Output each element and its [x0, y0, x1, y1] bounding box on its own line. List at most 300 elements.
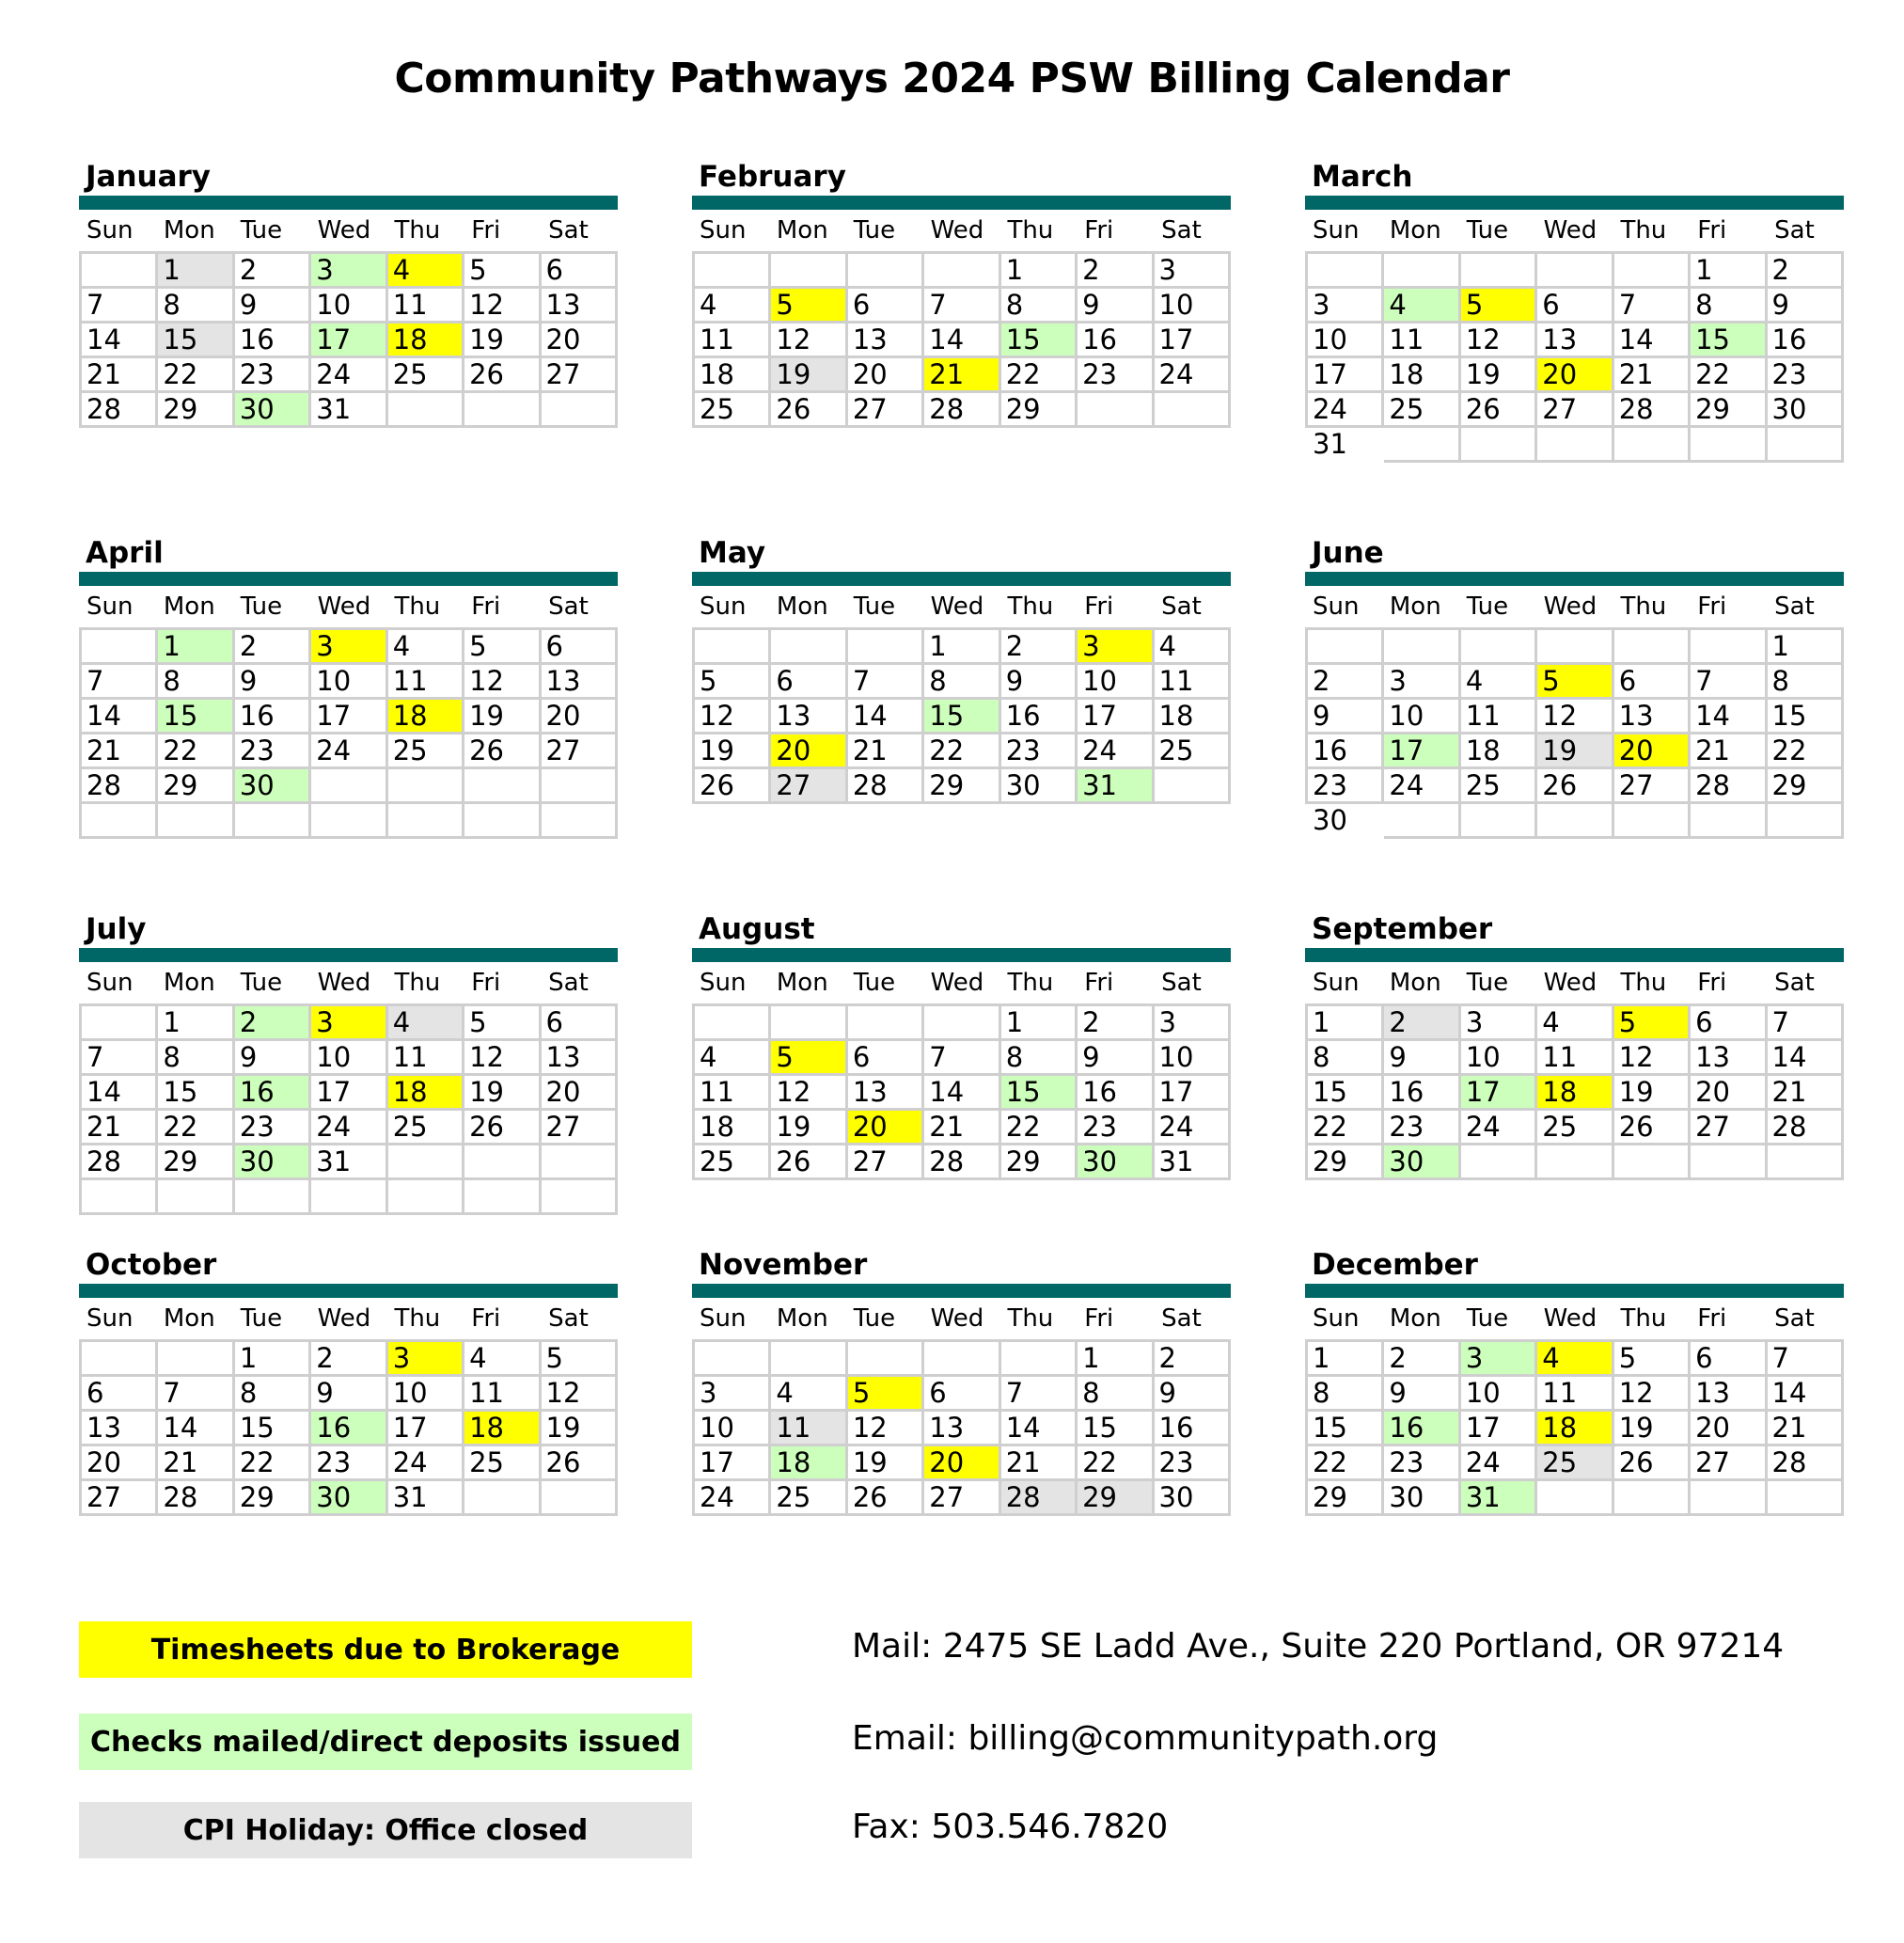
day-cell: 7 — [923, 1040, 999, 1075]
month-day-grid — [692, 1003, 1231, 1180]
day-cell: 16 — [233, 1075, 309, 1110]
day-cell: 30 — [233, 1145, 309, 1179]
day-cell: 30 — [1383, 1480, 1459, 1515]
day-cell: 18 — [386, 699, 463, 734]
weekday-label: Thu — [394, 592, 441, 621]
day-cell: 22 — [1307, 1110, 1383, 1145]
weekday-label: Fri — [1084, 216, 1114, 245]
weekday-label: Fri — [471, 1304, 501, 1333]
day-cell: 4 — [464, 1341, 540, 1376]
day-cell: 3 — [1383, 664, 1459, 699]
day-cell: 18 — [1536, 1411, 1613, 1445]
month-day-grid — [1305, 1003, 1844, 1180]
day-cell: 8 — [999, 288, 1076, 323]
empty-day-cell — [540, 1145, 616, 1179]
day-cell: 28 — [81, 768, 157, 803]
day-cell: 18 — [1153, 699, 1229, 734]
day-cell: 5 — [770, 1040, 846, 1075]
day-cell: 7 — [923, 288, 999, 323]
weekday-label: Mon — [1389, 969, 1441, 997]
empty-day-cell — [386, 1179, 463, 1214]
day-cell: 31 — [1313, 427, 1347, 460]
day-cell: 24 — [310, 1110, 386, 1145]
day-cell: 9 — [1153, 1376, 1229, 1411]
day-cell: 15 — [923, 699, 999, 734]
weekday-label: Mon — [163, 969, 215, 997]
day-cell: 13 — [923, 1411, 999, 1445]
day-cell: 7 — [81, 288, 157, 323]
day-cell: 19 — [464, 323, 540, 357]
day-cell: 3 — [1459, 1341, 1535, 1376]
empty-day-cell — [81, 253, 157, 288]
day-cell: 14 — [1690, 699, 1766, 734]
weekday-label: Sat — [1774, 216, 1815, 245]
day-cell: 17 — [1153, 1075, 1229, 1110]
weekday-label: Tue — [853, 592, 896, 621]
weekday-label: Fri — [471, 969, 501, 997]
month-name: April — [86, 536, 164, 570]
empty-day-cell — [1307, 629, 1383, 664]
day-cell: 18 — [386, 323, 463, 357]
day-cell: 1 — [1766, 629, 1842, 664]
month-august — [692, 910, 1231, 1180]
day-cell: 4 — [386, 1005, 463, 1040]
weekday-label: Thu — [394, 969, 441, 997]
weekday-label: Tue — [240, 1304, 283, 1333]
weekday-label: Mon — [776, 216, 828, 245]
day-cell: 8 — [233, 1376, 309, 1411]
day-cell: 12 — [464, 664, 540, 699]
empty-day-cell — [1153, 392, 1229, 427]
empty-day-cell — [540, 1480, 616, 1515]
empty-day-cell — [310, 1179, 386, 1214]
day-cell: 25 — [1383, 392, 1459, 427]
weekday-label: Fri — [471, 592, 501, 621]
day-cell: 27 — [846, 392, 922, 427]
day-cell: 24 — [386, 1445, 463, 1480]
day-cell: 23 — [1153, 1445, 1229, 1480]
weekday-label: Tue — [853, 1304, 896, 1333]
day-cell: 22 — [233, 1445, 309, 1480]
day-cell: 20 — [1690, 1075, 1766, 1110]
month-name: June — [1312, 536, 1384, 570]
month-day-grid — [79, 1003, 618, 1215]
day-cell: 26 — [540, 1445, 616, 1480]
empty-day-cell — [1536, 803, 1613, 838]
day-cell: 27 — [540, 734, 616, 768]
day-cell: 21 — [81, 1110, 157, 1145]
month-header-bar — [1305, 948, 1844, 962]
month-name: October — [86, 1248, 217, 1282]
empty-day-cell — [1536, 629, 1613, 664]
day-cell: 9 — [1383, 1376, 1459, 1411]
weekday-label: Sun — [87, 1304, 134, 1333]
weekday-label: Thu — [1620, 216, 1667, 245]
empty-day-cell — [1459, 803, 1535, 838]
day-cell: 20 — [540, 1075, 616, 1110]
day-cell: 12 — [694, 699, 770, 734]
weekday-label: Mon — [1389, 592, 1441, 621]
month-header-bar — [1305, 196, 1844, 210]
day-cell: 23 — [310, 1445, 386, 1480]
empty-day-cell — [1613, 629, 1689, 664]
day-cell: 30 — [310, 1480, 386, 1515]
day-cell: 23 — [233, 734, 309, 768]
day-cell: 15 — [1766, 699, 1842, 734]
month-day-grid — [79, 1339, 618, 1516]
day-cell: 20 — [846, 1110, 922, 1145]
day-cell: 16 — [1383, 1075, 1459, 1110]
day-cell: 14 — [157, 1411, 233, 1445]
day-cell: 15 — [157, 323, 233, 357]
day-cell: 5 — [464, 1005, 540, 1040]
day-cell: 26 — [1613, 1445, 1689, 1480]
day-cell: 11 — [386, 664, 463, 699]
day-cell: 31 — [386, 1480, 463, 1515]
day-cell: 21 — [81, 734, 157, 768]
empty-day-cell — [81, 803, 157, 838]
month-name: January — [86, 160, 212, 194]
day-cell: 19 — [694, 734, 770, 768]
day-cell: 5 — [1613, 1341, 1689, 1376]
empty-day-cell — [233, 803, 309, 838]
day-cell: 20 — [923, 1445, 999, 1480]
day-cell: 17 — [386, 1411, 463, 1445]
weekday-label: Sun — [87, 592, 134, 621]
day-cell: 19 — [1459, 357, 1535, 392]
day-cell: 13 — [81, 1411, 157, 1445]
day-cell: 20 — [540, 699, 616, 734]
day-cell: 28 — [1613, 392, 1689, 427]
empty-day-cell — [694, 253, 770, 288]
day-cell: 4 — [1383, 288, 1459, 323]
day-cell: 6 — [540, 253, 616, 288]
day-cell: 19 — [464, 1075, 540, 1110]
day-cell: 26 — [694, 768, 770, 803]
day-cell: 8 — [157, 664, 233, 699]
month-header-bar — [79, 196, 618, 210]
day-cell: 16 — [1077, 1075, 1153, 1110]
day-cell: 10 — [386, 1376, 463, 1411]
weekday-label: Mon — [776, 969, 828, 997]
weekday-header — [1305, 586, 1844, 627]
day-cell: 1 — [233, 1341, 309, 1376]
day-cell: 9 — [999, 664, 1076, 699]
day-cell: 24 — [1307, 392, 1383, 427]
day-cell: 10 — [310, 1040, 386, 1075]
day-cell: 1 — [157, 629, 233, 664]
day-cell: 26 — [1536, 768, 1613, 803]
day-cell: 14 — [846, 699, 922, 734]
day-cell: 23 — [1766, 357, 1842, 392]
month-july — [79, 910, 618, 1215]
weekday-header — [79, 962, 618, 1003]
day-cell: 6 — [1690, 1005, 1766, 1040]
day-cell: 27 — [540, 1110, 616, 1145]
weekday-label: Wed — [317, 1304, 371, 1333]
day-cell: 5 — [694, 664, 770, 699]
day-cell: 19 — [770, 1110, 846, 1145]
empty-day-cell — [694, 1005, 770, 1040]
day-cell: 16 — [1383, 1411, 1459, 1445]
weekday-header — [1305, 962, 1844, 1003]
day-cell: 23 — [999, 734, 1076, 768]
day-cell: 11 — [1536, 1040, 1613, 1075]
day-cell: 9 — [1307, 699, 1383, 734]
day-cell: 30 — [1313, 803, 1347, 836]
month-may — [692, 534, 1231, 804]
day-cell: 8 — [157, 1040, 233, 1075]
empty-day-cell — [1613, 1145, 1689, 1179]
empty-day-cell — [540, 392, 616, 427]
day-cell: 11 — [464, 1376, 540, 1411]
day-cell: 1 — [157, 253, 233, 288]
day-cell: 17 — [1307, 357, 1383, 392]
day-cell: 8 — [923, 664, 999, 699]
weekday-label: Thu — [1007, 969, 1054, 997]
empty-day-cell — [1690, 803, 1766, 838]
empty-day-cell — [923, 1341, 999, 1376]
empty-day-cell — [1536, 1480, 1613, 1515]
day-cell: 14 — [81, 1075, 157, 1110]
month-header-bar — [1305, 572, 1844, 586]
day-cell: 21 — [1690, 734, 1766, 768]
weekday-header — [692, 210, 1231, 251]
day-cell: 7 — [81, 1040, 157, 1075]
day-cell: 24 — [1077, 734, 1153, 768]
day-cell: 17 — [694, 1445, 770, 1480]
empty-day-cell — [464, 768, 540, 803]
empty-day-cell — [770, 629, 846, 664]
day-cell: 7 — [1690, 664, 1766, 699]
day-cell: 3 — [1153, 1005, 1229, 1040]
day-cell: 11 — [386, 288, 463, 323]
day-cell: 19 — [1536, 734, 1613, 768]
day-cell: 29 — [923, 768, 999, 803]
day-cell: 20 — [540, 323, 616, 357]
day-cell: 16 — [1153, 1411, 1229, 1445]
day-cell: 29 — [233, 1480, 309, 1515]
day-cell: 14 — [1766, 1040, 1842, 1075]
day-cell: 15 — [233, 1411, 309, 1445]
day-cell: 30 — [1766, 392, 1842, 427]
empty-day-cell — [157, 1341, 233, 1376]
weekday-label: Sat — [548, 1304, 589, 1333]
day-cell: 9 — [1383, 1040, 1459, 1075]
day-cell: 31 — [1077, 768, 1153, 803]
day-cell: 16 — [1766, 323, 1842, 357]
empty-day-cell — [770, 253, 846, 288]
day-cell: 25 — [386, 1110, 463, 1145]
weekday-label: Fri — [1084, 1304, 1114, 1333]
day-cell: 8 — [999, 1040, 1076, 1075]
day-cell: 24 — [310, 734, 386, 768]
month-day-grid — [79, 627, 618, 839]
empty-day-cell — [1459, 253, 1535, 288]
day-cell: 17 — [310, 323, 386, 357]
day-cell: 1 — [157, 1005, 233, 1040]
day-cell: 2 — [1766, 253, 1842, 288]
day-cell: 25 — [464, 1445, 540, 1480]
day-cell: 31 — [310, 1145, 386, 1179]
empty-day-cell — [1613, 803, 1689, 838]
day-cell: 14 — [923, 1075, 999, 1110]
day-cell: 12 — [846, 1411, 922, 1445]
weekday-label: Fri — [1084, 969, 1114, 997]
day-cell: 3 — [1077, 629, 1153, 664]
day-cell: 28 — [923, 392, 999, 427]
day-cell: 20 — [1690, 1411, 1766, 1445]
legend-paid-label: Checks mailed/direct deposits issued — [90, 1725, 681, 1759]
day-cell: 7 — [846, 664, 922, 699]
day-cell: 22 — [999, 357, 1076, 392]
day-cell: 23 — [1383, 1445, 1459, 1480]
day-cell: 13 — [1690, 1040, 1766, 1075]
weekday-label: Sat — [1161, 216, 1202, 245]
day-cell: 19 — [770, 357, 846, 392]
day-cell: 25 — [386, 357, 463, 392]
day-cell: 19 — [846, 1445, 922, 1480]
day-cell: 25 — [694, 1145, 770, 1179]
weekday-label: Sun — [700, 592, 747, 621]
month-october — [79, 1246, 618, 1516]
month-header-bar — [692, 572, 1231, 586]
month-name: February — [699, 160, 846, 194]
weekday-label: Tue — [240, 592, 283, 621]
day-cell: 22 — [1307, 1445, 1383, 1480]
month-april — [79, 534, 618, 839]
day-cell: 29 — [157, 768, 233, 803]
weekday-label: Mon — [163, 216, 215, 245]
weekday-header — [79, 1298, 618, 1339]
day-cell: 24 — [694, 1480, 770, 1515]
month-june — [1305, 534, 1844, 839]
day-cell: 12 — [1459, 323, 1535, 357]
day-cell: 14 — [81, 699, 157, 734]
month-day-grid — [1305, 1339, 1844, 1516]
day-cell: 5 — [540, 1341, 616, 1376]
month-name: July — [86, 912, 147, 946]
contact-fax: Fax: 503.546.7820 — [852, 1808, 1169, 1846]
day-cell: 2 — [310, 1341, 386, 1376]
month-day-grid — [1305, 251, 1844, 463]
empty-day-cell — [1459, 629, 1535, 664]
day-cell: 29 — [1766, 768, 1842, 803]
day-cell: 30 — [233, 392, 309, 427]
day-cell: 12 — [464, 288, 540, 323]
day-cell: 7 — [1766, 1005, 1842, 1040]
empty-day-cell — [1383, 629, 1459, 664]
empty-day-cell — [1690, 1480, 1766, 1515]
day-cell: 2 — [1153, 1341, 1229, 1376]
day-cell: 2 — [1383, 1005, 1459, 1040]
day-cell: 10 — [1077, 664, 1153, 699]
day-cell: 7 — [157, 1376, 233, 1411]
day-cell: 6 — [540, 1005, 616, 1040]
empty-day-cell — [386, 768, 463, 803]
day-cell: 21 — [1766, 1411, 1842, 1445]
day-cell: 4 — [1459, 664, 1535, 699]
day-cell: 13 — [540, 664, 616, 699]
empty-day-cell — [81, 629, 157, 664]
legend-paid — [79, 1714, 692, 1770]
day-cell: 13 — [770, 699, 846, 734]
month-name: May — [699, 536, 766, 570]
day-cell: 13 — [1613, 699, 1689, 734]
legend-holiday — [79, 1802, 692, 1858]
day-cell: 9 — [1766, 288, 1842, 323]
day-cell: 8 — [157, 288, 233, 323]
weekday-label: Mon — [776, 1304, 828, 1333]
day-cell: 13 — [846, 323, 922, 357]
empty-day-cell — [846, 1005, 922, 1040]
weekday-label: Wed — [317, 216, 371, 245]
day-cell: 20 — [770, 734, 846, 768]
weekday-label: Fri — [1697, 969, 1727, 997]
day-cell: 9 — [310, 1376, 386, 1411]
empty-day-cell — [1536, 1145, 1613, 1179]
weekday-header — [692, 1298, 1231, 1339]
day-cell: 22 — [157, 734, 233, 768]
weekday-label: Thu — [1007, 1304, 1054, 1333]
day-cell: 18 — [464, 1411, 540, 1445]
weekday-label: Thu — [1007, 592, 1054, 621]
day-cell: 11 — [1383, 323, 1459, 357]
day-cell: 7 — [999, 1376, 1076, 1411]
page-title: Community Pathways 2024 PSW Billing Calendar — [394, 55, 1510, 103]
weekday-label: Sat — [1161, 592, 1202, 621]
empty-day-cell — [1690, 1145, 1766, 1179]
day-cell: 27 — [923, 1480, 999, 1515]
day-cell: 28 — [1766, 1110, 1842, 1145]
empty-day-cell — [81, 1341, 157, 1376]
day-cell: 27 — [846, 1145, 922, 1179]
day-cell: 24 — [1459, 1110, 1535, 1145]
day-cell: 26 — [1459, 392, 1535, 427]
day-cell: 27 — [1536, 392, 1613, 427]
day-cell: 10 — [1153, 1040, 1229, 1075]
day-cell: 1 — [1307, 1005, 1383, 1040]
day-cell: 22 — [1690, 357, 1766, 392]
empty-day-cell — [770, 1341, 846, 1376]
day-cell: 26 — [464, 357, 540, 392]
empty-day-cell — [846, 253, 922, 288]
empty-day-cell — [923, 1005, 999, 1040]
weekday-header — [692, 962, 1231, 1003]
day-cell: 29 — [1077, 1480, 1153, 1515]
day-cell: 20 — [846, 357, 922, 392]
day-cell: 17 — [1383, 734, 1459, 768]
day-cell: 27 — [81, 1480, 157, 1515]
day-cell: 25 — [1459, 768, 1535, 803]
weekday-label: Sun — [1313, 969, 1360, 997]
weekday-label: Sat — [548, 969, 589, 997]
day-cell: 6 — [1690, 1341, 1766, 1376]
empty-day-cell — [1690, 427, 1766, 462]
weekday-label: Sun — [87, 216, 134, 245]
day-cell: 21 — [81, 357, 157, 392]
weekday-label: Thu — [1620, 592, 1667, 621]
weekday-label: Thu — [394, 216, 441, 245]
day-cell: 18 — [386, 1075, 463, 1110]
day-cell: 3 — [694, 1376, 770, 1411]
day-cell: 8 — [1766, 664, 1842, 699]
month-header-bar — [1305, 1284, 1844, 1298]
empty-day-cell — [464, 1179, 540, 1214]
day-cell: 20 — [81, 1445, 157, 1480]
day-cell: 4 — [386, 253, 463, 288]
weekday-label: Sat — [1774, 969, 1815, 997]
